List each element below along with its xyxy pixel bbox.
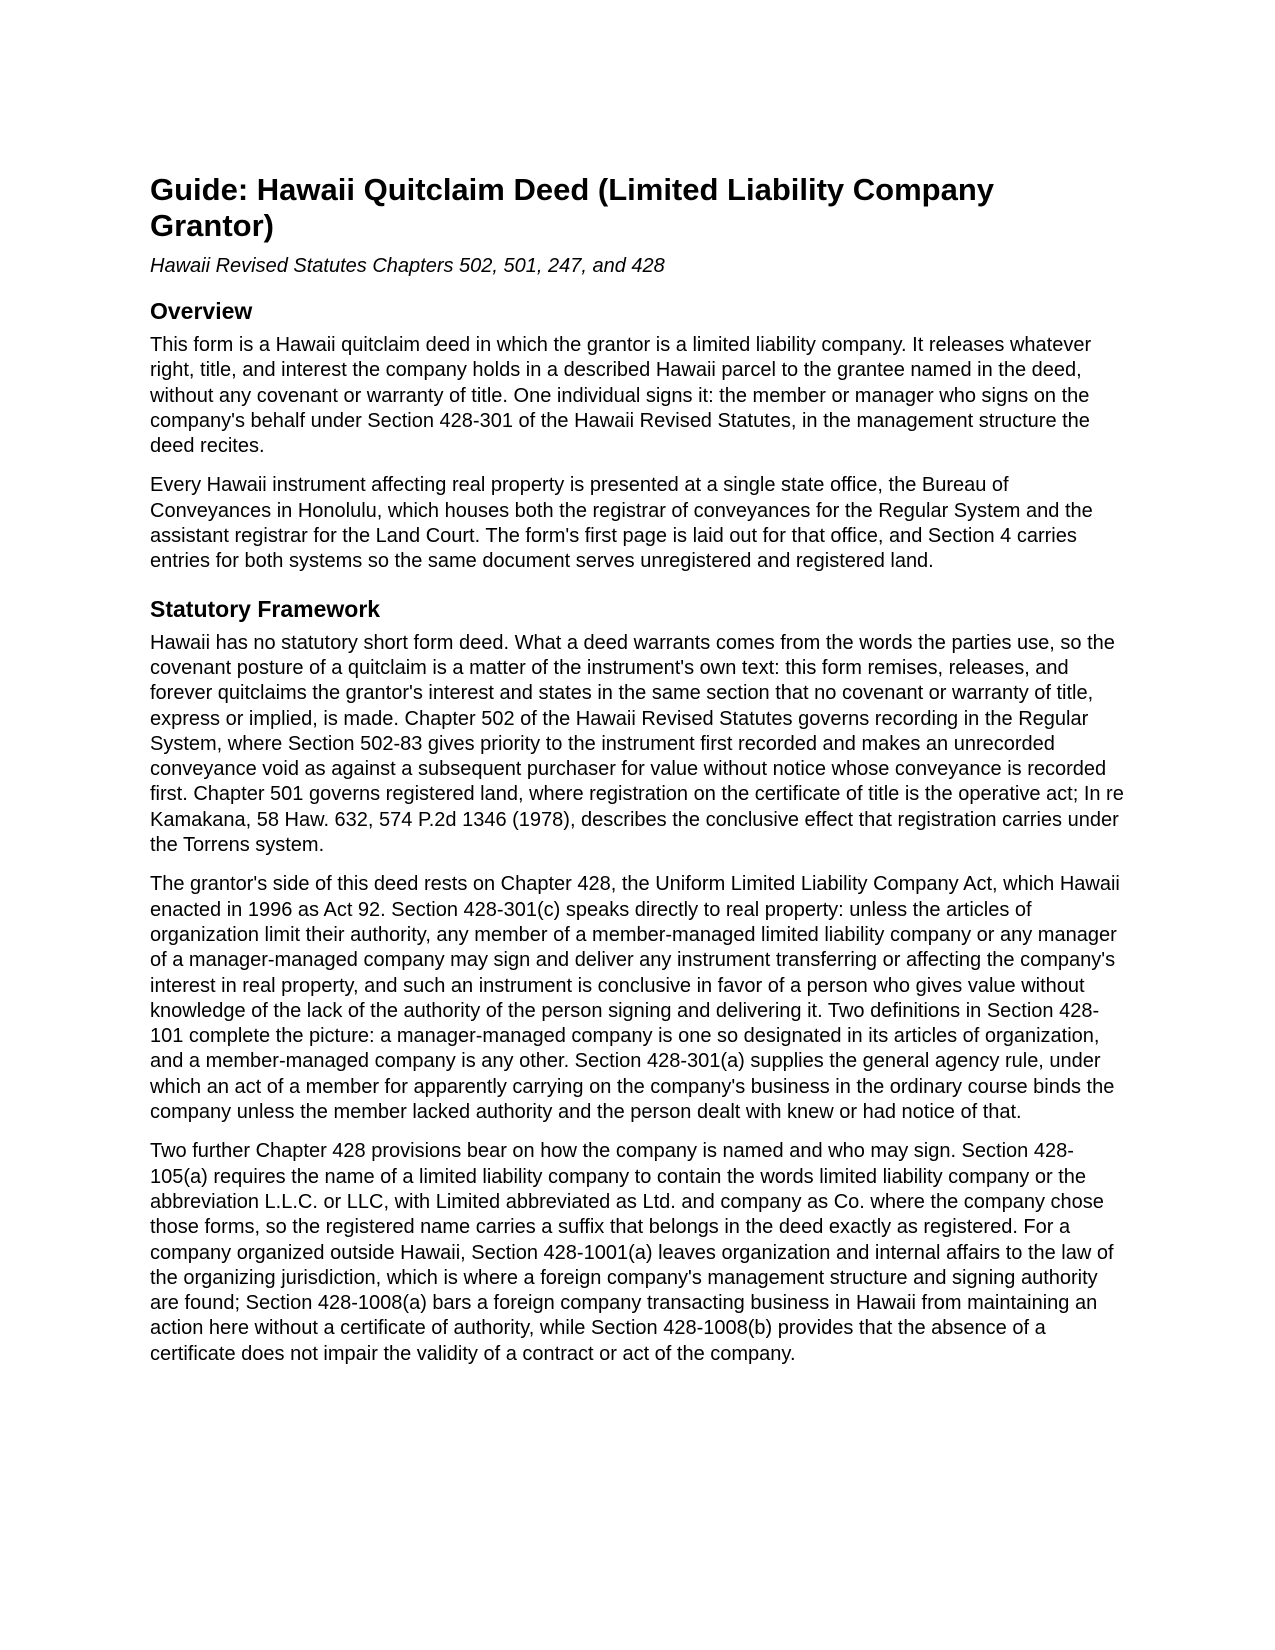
framework-paragraph-3: Two further Chapter 428 provisions bear on how the company is named and who may sign. Section 428-105(a) requires the name of a limited liability company to contain the words limited liability company or the abbreviation L.L.C. or LLC, with Limited abbreviated as Ltd. and company as Co. where the company chose those forms, so the registered name carries a suffix that belongs in the deed exactly as registered. For a company organized outside Hawaii, Section 428-1001(a) leaves organization and internal affairs to the law of the organizing jurisdiction, which is where a foreign company's management structure and signing authority are found; Section 428-1008(a) bars a foreign company transacting business in Hawaii from maintaining an action here without a certificate of authority, while Section 428-1008(b) provides that the absence of a certificate does not impair the validity of a contract or act of the company. (150, 1140, 1114, 1365)
section-heading-overview: Overview (150, 298, 253, 324)
section-overview (150, 297, 1130, 575)
section-statutory-framework (150, 595, 1130, 1367)
section-heading-statutory-framework: Statutory Framework (150, 595, 381, 622)
framework-paragraph-1: Hawaii has no statutory short form deed. What a deed warrants comes from the words the parties use, so the covenant posture of a quitclaim is a matter of the instrument's own text: this form remises, releases, and forever quitclaims the grantor's interest and states in the same section that no covenant or warranty of title, express or implied, is made. Chapter 502 of the Hawaii Revised Statutes governs recording in the Regular System, where Section 502-83 gives priority to the instrument first recorded and makes an unrecorded conveyance void as against a subsequent purchaser for value without notice whose conveyance is recorded first. Chapter 501 governs registered land, where registration on the certificate of title is the operative act; In re Kamakana, 58 Haw. 632, 574 P.2d 1346 (1978), describes the conclusive effect that registration carries under the Torrens system. (150, 631, 1124, 857)
framework-paragraph-2: The grantor's side of this deed rests on Chapter 428, the Uniform Limited Liability Company Act, which Hawaii enacted in 1996 as Act 92. Section 428-301(c) speaks directly to real property: unless the articles of organization limit their authority, any member of a member-managed limited liability company or any manager of a manager-managed company may sign and deliver any instrument transferring or affecting the company's interest in real property, and such an instrument is conclusive in favor of a person who gives value without knowledge of the lack of the authority of the person signing and delivering it. Two definitions in Section 428-101 complete the picture: a manager-managed company is one so designated in its articles of organization, and a member-managed company is any other. Section 428-301(a) supplies the general agency rule, under which an act of a member for apparently carrying on the company's business in the ordinary course binds the company unless the member lacked authority and the person dealt with knew or had notice of that. (150, 873, 1120, 1124)
overview-paragraph-2: Every Hawaii instrument affecting real property is presented at a single state office, the Bureau of Conveyances in Honolulu, which houses both the registrar of conveyances for the Regular System and the assistant registrar for the Land Court. The form's first page is laid out for that office, and Section 4 carries entries for both systems so the same document serves unregistered and registered land. (150, 474, 1093, 573)
document-page (150, 172, 1130, 1381)
overview-paragraph-1: This form is a Hawaii quitclaim deed in which the grantor is a limited liability company. It releases whatever right, title, and interest the company holds in a described Hawaii parcel to the grantee named in the deed, without any covenant or warranty of title. One individual signs it: the member or manager who signs on the company's behalf under Section 428-301 of the Hawaii Revised Statutes, in the management structure the deed recites. (150, 334, 1092, 458)
document-title: Guide: Hawaii Quitclaim Deed (Limited Liability Company Grantor) (150, 172, 995, 243)
document-subtitle: Hawaii Revised Statutes Chapters 502, 501, 247, and 428 (150, 255, 665, 277)
